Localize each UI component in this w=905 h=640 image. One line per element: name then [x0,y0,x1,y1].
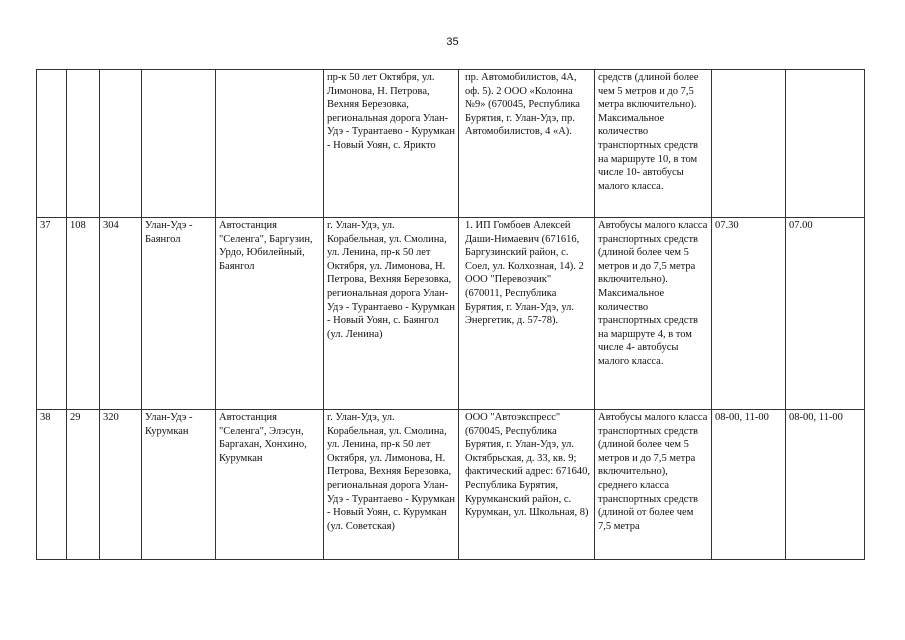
registration-number-cell: 108 [67,218,100,410]
vehicles-cell [595,410,712,560]
stops-cell: Автостанция "Селенга", Баргузин, Урдо, Юбилейный, Баянгол [216,218,324,410]
route-number-cell: 320 [100,410,142,560]
route-name-cell [142,70,216,218]
carrier-cell [459,70,595,218]
carrier-text: ООО "Автоэкспресс" (670045, Республика Бурятия, г. Улан-Удэ, ул. Октябрьская, д. 33, кв. 9; фактический адрес: 671640, Республика Бурятия, Курумканский район, с. Курумкан, ул. Школьная, 8) [465,412,590,519]
routes-table [36,69,865,560]
table-row [37,70,865,218]
departure-time-a-cell: 08-00, 11-00 [712,410,786,560]
departure-time-b-cell [786,70,865,218]
streets-cell [324,70,459,218]
route-number-cell [100,70,142,218]
table-row [37,410,865,560]
streets-text: г. Улан-Удэ, ул. Корабельная, ул. Смолина, ул. Ленина, пр-к 50 лет Октября, ул. Лимонова, Н. Петрова, Вехняя Березовка, региональная дорога Улан-Удэ - Турантаево - Курумкан - Новый Уоян, с. Курумкан (ул. Советская) [327,412,455,532]
vehicles-text: средств (длиной более чем 5 метров и до 7,5 метра включительно). Максимальное количество транспортных средств на маршруте 10, в том числе 10- автобусы малого класса. [598,72,699,192]
vehicles-text: Автобусы малого класса транспортных средств (длиной более чем 5 метров и до 7,5 метра включительно), среднего класса транспортных средств (длиной от более чем 7,5 метра [598,412,708,532]
streets-text: пр-к 50 лет Октября, ул. Лимонова, Н. Петрова, Вехняя Березовка, региональная дорога Улан-Удэ - Турантаево - Курумкан - Новый Уоян, с. Ярикто [327,72,455,151]
table-row [37,218,865,410]
row-number-cell: 37 [37,218,67,410]
departure-time-a-cell [712,70,786,218]
carrier-cell [459,218,595,410]
route-number-cell: 304 [100,218,142,410]
route-name-cell: Улан-Удэ - Баянгол [142,218,216,410]
vehicles-cell [595,70,712,218]
stops-cell: Автостанция "Селенга", Элэсун, Баргахан, Хонхино, Курумкан [216,410,324,560]
stops-cell [216,70,324,218]
route-name-cell: Улан-Удэ - Курумкан [142,410,216,560]
row-number-cell [37,70,67,218]
streets-cell [324,410,459,560]
registration-number-cell [67,70,100,218]
page-number: 35 [446,36,459,48]
departure-time-b-cell: 07.00 [786,218,865,410]
vehicles-cell [595,218,712,410]
departure-time-a-cell: 07.30 [712,218,786,410]
streets-cell [324,218,459,410]
carrier-cell [459,410,595,560]
vehicles-text: Автобусы малого класса транспортных средств (длиной более чем 5 метров и до 7,5 метра включительно). Максимальное количество транспортных средств на маршруте 4, в том числе 4- автобусы малого класса. [598,220,708,367]
carrier-text: пр. Автомобилистов, 4А, оф. 5). 2 ООО «Колонна №9» (670045, Республика Бурятия, г. Улан-Удэ, пр. Автомобилистов, 4 «А). [465,72,580,138]
departure-time-b-cell: 08-00, 11-00 [786,410,865,560]
row-number-cell: 38 [37,410,67,560]
carrier-text: 1. ИП Гомбоев Алексей Даши-Нимаевич (671616, Баргузинский район, с. Соел, ул. Колхозная, 14). 2 ООО "Перевозчик" (670011, Республика Бурятия, г. Улан-Удэ, ул. Энергетик, д. 57-78). [465,220,584,327]
registration-number-cell: 29 [67,410,100,560]
streets-text: г. Улан-Удэ, ул. Корабельная, ул. Смолина, ул. Ленина, пр-к 50 лет Октября, ул. Лимонова, Н. Петрова, Вехняя Березовка, региональная дорога Улан-Удэ - Турантаево - Курумкан - Новый Уоян, с. Баянгол (ул. Ленина) [327,220,455,340]
